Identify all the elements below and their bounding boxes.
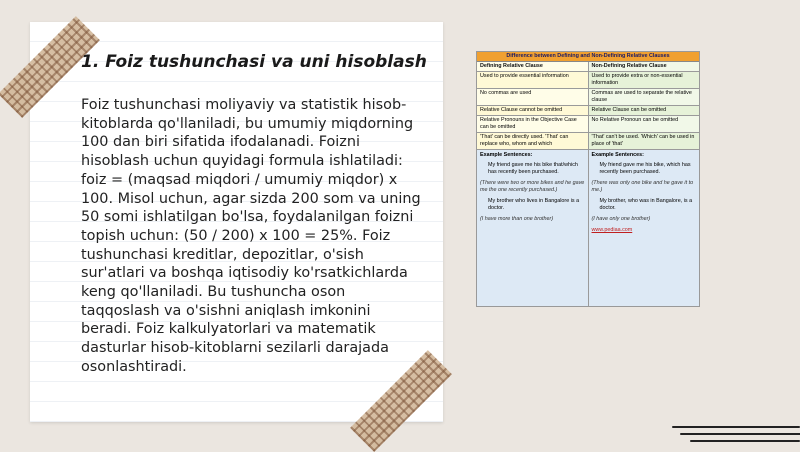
table-cell: Used to provide essential information	[477, 72, 588, 88]
source-link: www.pediaa.com	[591, 227, 633, 234]
table-cell: No Relative Pronoun can be omitted	[588, 116, 700, 132]
table-row	[477, 116, 699, 133]
example-note: (There were two or more bikes and he gave me the one recently purchased.)	[480, 180, 585, 194]
example-sentences-row	[477, 150, 699, 306]
table-header-non-defining: Non-Defining Relative Clause	[588, 62, 700, 71]
table-header-row	[477, 62, 699, 72]
examples-label: Example Sentences:	[591, 152, 644, 159]
slide-title: 1. Foiz tushunchasi va uni hisoblash	[81, 52, 427, 72]
examples-label: Example Sentences:	[480, 152, 533, 159]
table-cell: Relative Clause can be omitted	[588, 106, 700, 115]
decorative-line	[690, 440, 800, 442]
table-cell: Commas are used to separate the relative clause	[588, 89, 700, 105]
decorative-line	[680, 433, 800, 435]
table-header-defining: Defining Relative Clause	[477, 62, 588, 71]
defining-examples	[477, 150, 588, 306]
relative-clauses-table-image	[476, 51, 700, 307]
table-cell: 'That' can be directly used. 'That' can replace who, whom and which	[477, 133, 588, 149]
table-cell: 'That' can't be used. 'Which' can be used in place of 'that'	[588, 133, 700, 149]
example-item: My brother, who was in Bangalore, is a doctor.	[599, 198, 693, 212]
example-note: (There was only one bike and he gave it to me.)	[591, 180, 694, 194]
decorative-line	[672, 426, 800, 428]
table-row	[477, 133, 699, 150]
table-title: Difference between Defining and Non-Defining Relative Clauses	[477, 52, 699, 62]
table-cell: Relative Pronouns in the Objective Case can be omitted	[477, 116, 588, 132]
example-item: My brother who lives in Bangalore is a doctor.	[488, 198, 580, 212]
slide-paragraph: Foiz tushunchasi moliyaviy va statistik hisob-kitoblarda qo'llaniladi, bu umumiy miqdorning 100 dan biri sifatida ifodalanadi. Foizni hisoblash uchun quyidagi formula ishlatiladi: foiz = (maqsad miqdori / umumiy miqdor) x 100. Misol uchun, agar sizda 200 som va uning 50 somi ishlatilgan bo'lsa, foydalanilgan foizni topish uchun: (50 / 200) x 100 = 25%. Foiz tushunchasi kreditlar, depozitlar, o'sish sur'atlari va boshqa iqtisodiy ko'rsatkichlarda keng qo'llaniladi. Bu tushuncha oson taqqoslash va o'sishni aniqlash imkonini beradi. Foiz kalkulyatorlari va matematik dasturlar hisob-kitoblarni sezilarli darajada osonlashtiradi.	[81, 97, 421, 375]
non-defining-examples	[588, 150, 700, 306]
table-row	[477, 89, 699, 106]
table-row	[477, 106, 699, 116]
example-note: (I have more than one brother)	[480, 216, 554, 223]
table-cell: Used to provide extra or non-essential information	[588, 72, 700, 88]
example-note: (I have only one brother)	[591, 216, 651, 223]
table-cell: No commas are used	[477, 89, 588, 105]
table-row	[477, 72, 699, 89]
table-cell: Relative Clause cannot be omitted	[477, 106, 588, 115]
example-item: My friend gave me his bike, which has recently been purchased.	[599, 162, 691, 176]
example-item: My friend gave me his bike that/which has recently been purchased.	[488, 162, 578, 176]
